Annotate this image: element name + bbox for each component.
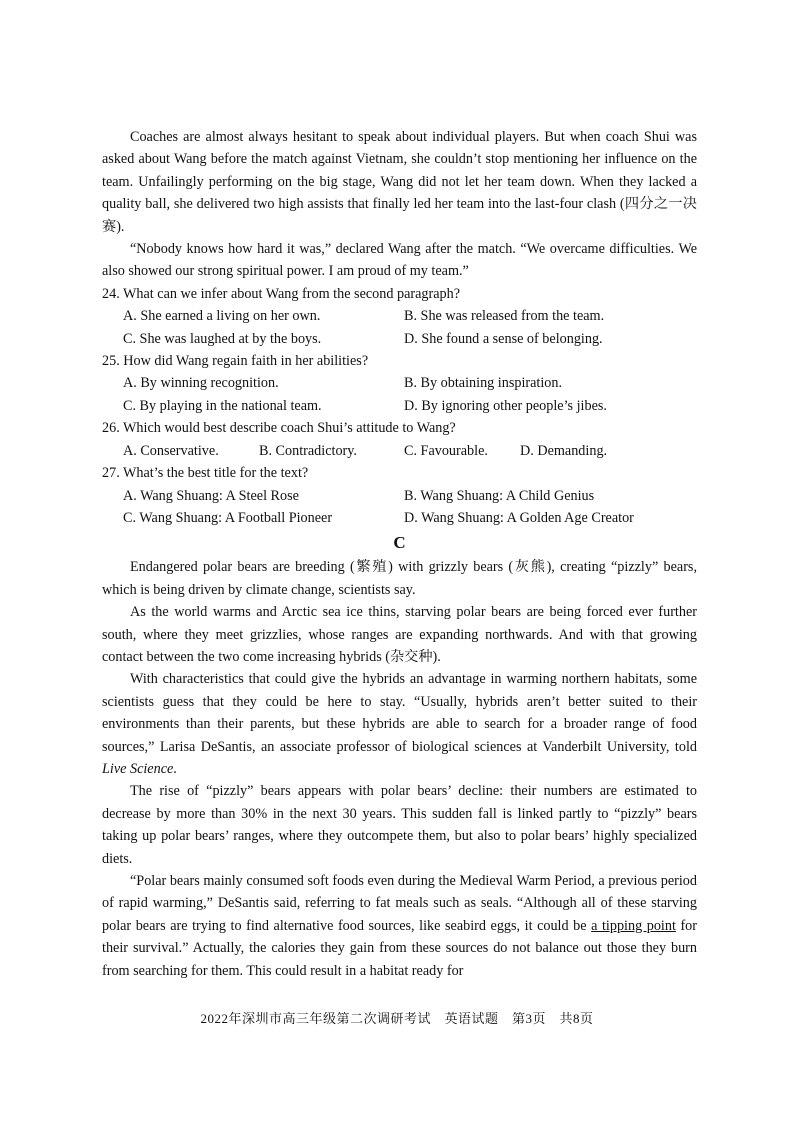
option-b: B. By obtaining inspiration.: [404, 375, 563, 392]
question-stem: 25. How did Wang regain faith in her abilities?: [102, 353, 369, 370]
option-a: A. Wang Shuang: A Steel Rose: [123, 487, 299, 504]
option-a: A. Conservative.: [123, 442, 219, 459]
option-c: C. She was laughed at by the boys.: [123, 330, 322, 347]
option-d: D. She found a sense of belonging.: [404, 330, 603, 347]
answer-options: [102, 372, 697, 417]
question-27: [102, 462, 697, 529]
question-25: [102, 350, 697, 417]
option-b: B. She was released from the team.: [404, 308, 605, 325]
answer-options: [102, 305, 697, 350]
section-c-paragraph-5: [102, 870, 697, 982]
option-c: C. Favourable.: [404, 442, 488, 459]
question-24: [102, 283, 697, 350]
option-b: B. Wang Shuang: A Child Genius: [404, 487, 595, 504]
question-26: [102, 417, 697, 462]
option-d: D. By ignoring other people’s jibes.: [404, 397, 607, 414]
page-footer: 2022年深圳市高三年级第二次调研考试 英语试题 第3页 共8页: [200, 1011, 594, 1026]
section-c-paragraph-4: The rise of “pizzly” bears appears with polar bears’ decline: their numbers are estimated to decrease by more than 30% in the next 30 years. This sudden fall is linked partly to “pizzly” bears taking up polar bears’ ranges, where they outcompete them, but also to polar bears’ highly specialized diets.: [102, 783, 697, 867]
paragraph-end: .: [173, 760, 177, 777]
paragraph-text: “Polar bears mainly consumed soft foods even during the Medieval Warm Period, a previous period of rapid warming,” DeSantis said, referring to fat meals such as seals. “Although all of these starving polar bears are trying to find alternative food sources, like seabird eggs, it could be: [102, 873, 697, 934]
option-d: D. Wang Shuang: A Golden Age Creator: [404, 509, 634, 526]
passage-b-paragraph-2: “Nobody knows how hard it was,” declared Wang after the match. “We overcame difficulties. We also showed our strong spiritual power. I am proud of my team.”: [102, 241, 697, 280]
option-a: A. By winning recognition.: [123, 375, 279, 392]
answer-options: [102, 485, 697, 530]
paragraph-text-continued: for their survival.” Actually, the calories they gain from these sources do not balance out those they burn from searching for them. This could result in a habitat ready for: [102, 917, 697, 979]
option-c: C. Wang Shuang: A Football Pioneer: [123, 509, 333, 526]
question-stem: 26. Which would best describe coach Shui’s attitude to Wang?: [102, 420, 456, 437]
paragraph-text: With characteristics that could give the hybrids an advantage in warming northern habitats, some scientists guess that they could be here to stay. “Usually, hybrids aren’t better suited to their environments than their parents, but these hybrids are able to search for a broader range of food sources,” Larisa DeSantis, an associate professor of biological sciences at Vanderbilt University, told: [102, 671, 697, 755]
option-b: B. Contradictory.: [259, 442, 357, 459]
question-stem: 27. What’s the best title for the text?: [102, 465, 309, 482]
underlined-phrase: a tipping point: [591, 917, 676, 934]
option-a: A. She earned a living on her own.: [123, 308, 321, 325]
section-c-paragraph-2: As the world warms and Arctic sea ice thins, starving polar bears are being forced ever further south, where they meet grizzlies, whose ranges are expanding northwards. And with that growing contact between the two come increasing hybrids (杂交种).: [102, 604, 697, 665]
section-c-paragraph-3: [102, 668, 697, 780]
answer-options: [102, 440, 697, 462]
section-c-paragraph-1: Endangered polar bears are breeding (繁殖) with grizzly bears (灰熊), creating “pizzly” bears, which is being driven by climate change, scientists say.: [102, 559, 697, 598]
question-stem: 24. What can we infer about Wang from the second paragraph?: [102, 285, 461, 302]
option-c: C. By playing in the national team.: [123, 397, 322, 414]
section-c-heading: C: [393, 533, 406, 553]
publication-name: Live Science: [102, 760, 174, 777]
passage-b-paragraph-1: Coaches are almost always hesitant to speak about individual players. But when coach Shui was asked about Wang before the match against Vietnam, she couldn’t stop mentioning her influence on the team. Unfailingly performing on the big stage, Wang did not let her team down. When they lacked a quality ball, she delivered two high assists that finally led her team into the last-four clash (四分之一决赛).: [102, 129, 697, 235]
option-d: D. Demanding.: [520, 442, 608, 459]
